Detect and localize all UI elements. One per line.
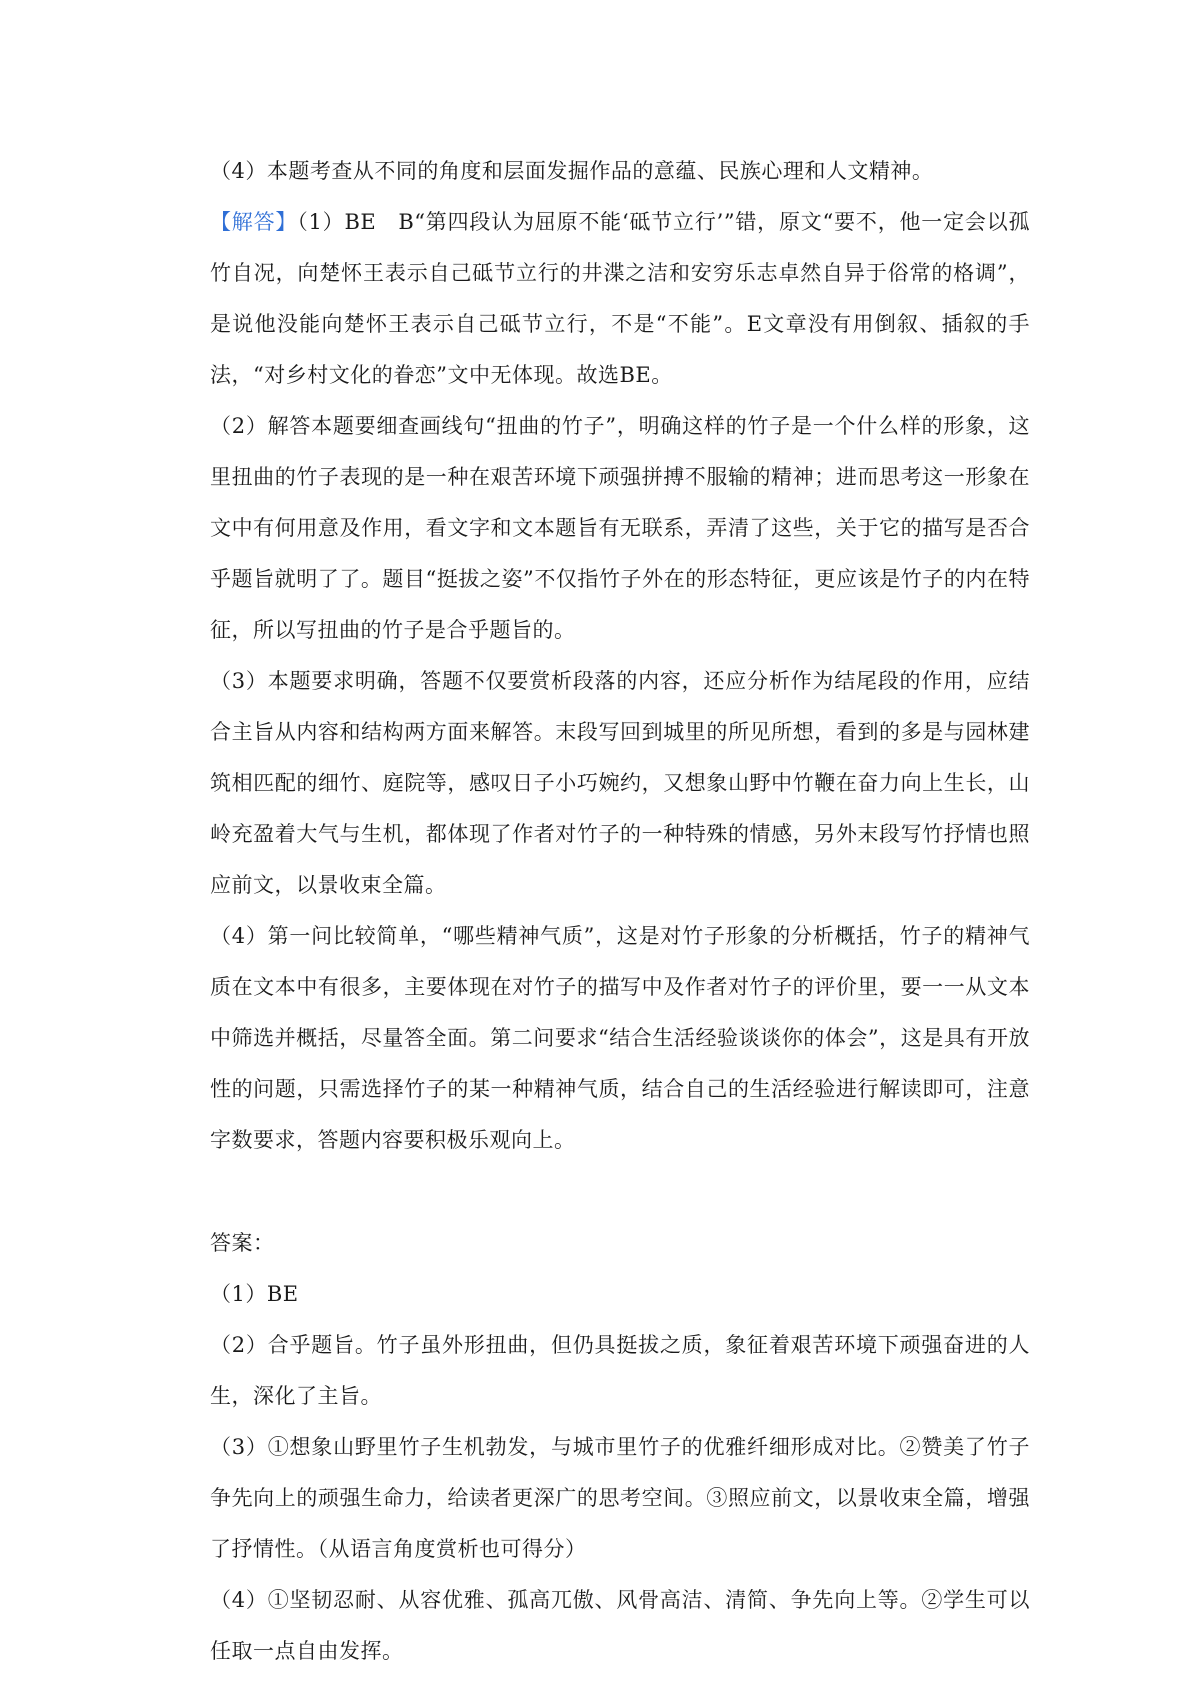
answer-3: （3）①想象山野里竹子生机勃发，与城市里竹子的优雅纤细形成对比。②赞美了竹子争先向上的顽强生命力，给读者更深广的思考空间。③照应前文，以景收束全篇，增强了抒情性。（从语言角度赏析也可得分） [210, 1435, 1030, 1561]
document-content [210, 146, 1030, 1677]
answer-1: （1）BE [210, 1282, 299, 1306]
answer-2: （2）合乎题旨。竹子虽外形扭曲，但仍具挺拔之质，象征着艰苦环境下顽强奋进的人生，深化了主旨。 [210, 1333, 1030, 1408]
answer-4: （4）①坚韧忍耐、从容优雅、孤高兀傲、风骨高洁、清简、争先向上等。②学生可以任取一点自由发挥。 [210, 1588, 1030, 1663]
answer-explanation-paragraph-1 [210, 197, 1030, 401]
answer-explanation-paragraph-3: （3）本题要求明确，答题不仅要赏析段落的内容，还应分析作为结尾段的作用，应结合主旨从内容和结构两方面来解答。末段写回到城里的所见所想，看到的多是与园林建筑相匹配的细竹、庭院等，感叹日子小巧婉约，又想象山野中竹鞭在奋力向上生长，山岭充盈着大气与生机，都体现了作者对竹子的一种特殊的情感，另外末段写竹抒情也照应前文，以景收束全篇。 [210, 669, 1030, 897]
analysis-paragraph-4: （4）本题考查从不同的角度和层面发掘作品的意蕴、民族心理和人文精神。 [210, 159, 934, 183]
section-spacer [210, 1166, 1030, 1218]
answer-explanation-text-1: （1）BE B“第四段认为屈原不能‘砥节立行’”错，原文“要不，他一定会以孤竹自况，向楚怀王表示自己砥节立行的井渫之洁和安穷乐志卓然自异于俗常的格调”，是说他没能向楚怀王表示自己砥节立行，不是“不能”。E文章没有用倒叙、插叙的手法，“对乡村文化的眷恋”文中无体现。故选BE。 [210, 210, 1030, 387]
answer-explanation-tag: 【解答】 [210, 210, 298, 234]
answers-heading: 答案： [210, 1231, 275, 1255]
answer-explanation-paragraph-4: （4）第一问比较简单，“哪些精神气质”，这是对竹子形象的分析概括，竹子的精神气质在文本中有很多，主要体现在对竹子的描写中及作者对竹子的评价里，要一一从文本中筛选并概括，尽量答全面。第二问要求“结合生活经验谈谈你的体会”，这是具有开放性的问题，只需选择竹子的某一种精神气质，结合自己的生活经验进行解读即可，注意字数要求，答题内容要积极乐观向上。 [210, 924, 1030, 1152]
answer-explanation-paragraph-2: （2）解答本题要细查画线句“扭曲的竹子”，明确这样的竹子是一个什么样的形象，这里扭曲的竹子表现的是一种在艰苦环境下顽强拼搏不服输的精神；进而思考这一形象在文中有何用意及作用，看文字和文本题旨有无联系，弄清了这些，关于它的描写是否合乎题旨就明了了。题目“挺拔之姿”不仅指竹子外在的形态特征，更应该是竹子的内在特征，所以写扭曲的竹子是合乎题旨的。 [210, 414, 1030, 642]
